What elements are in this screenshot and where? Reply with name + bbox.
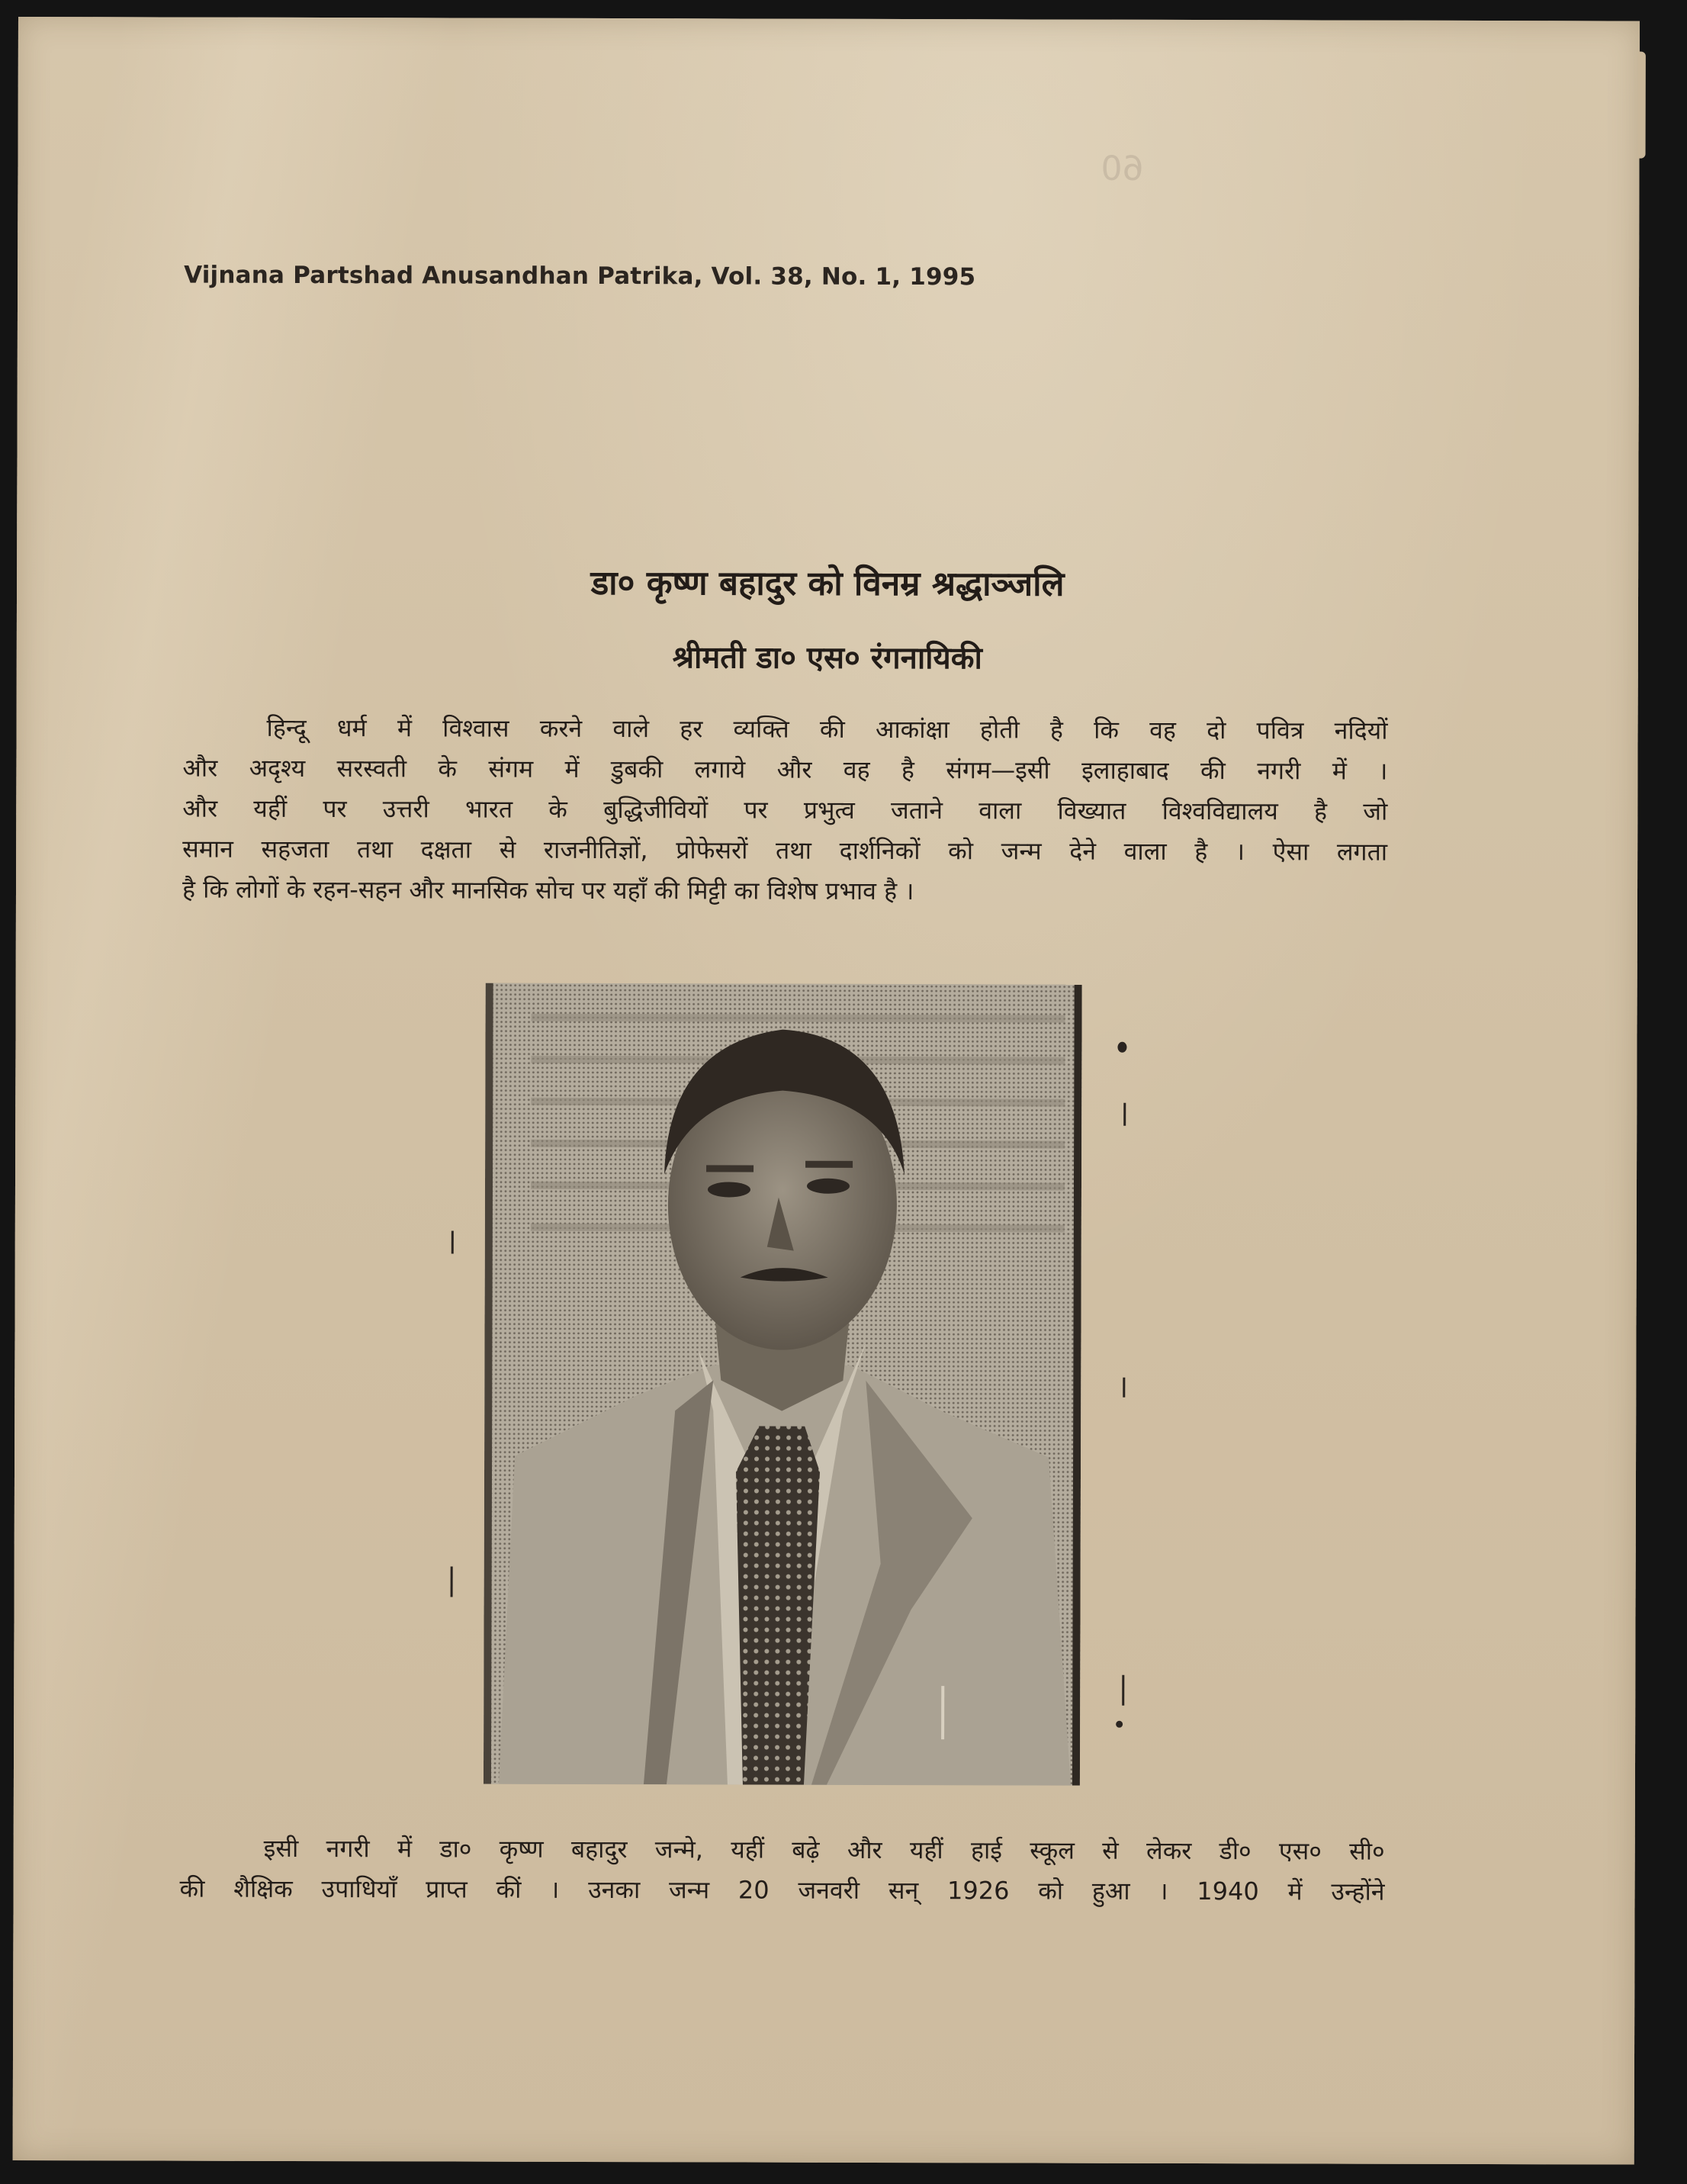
scan-mark	[1116, 1721, 1123, 1728]
journal-header: Vijnana Partshad Anusandhan Patrika, Vol. 38, No. 1, 1995	[184, 261, 976, 291]
scan-mark	[1122, 1675, 1124, 1706]
paragraph-line: और अदृश्य सरस्वती के संगम में डुबकी लगाये और वह है संगम—इसी इलाहाबाद की नगरी में ।	[182, 753, 1388, 786]
portrait-image	[484, 983, 1082, 1786]
scan-mark	[451, 1566, 453, 1597]
paragraph-line: हिन्दू धर्म में विश्वास करने वाले हर व्यक्ति की आकांक्षा होती है कि वह दो पवित्र नदियों	[266, 712, 1388, 745]
scan-mark	[1117, 1042, 1126, 1053]
scan-mark	[451, 1230, 454, 1253]
show-through-page-number: 60	[1101, 149, 1144, 188]
article-title: डा० कृष्ण बहादुर को विनम्र श्रद्धाञ्जलि	[590, 563, 1065, 604]
paragraph-line: समान सहजता तथा दक्षता से राजनीतिज्ञों, प्रोफेसरों तथा दार्शनिकों को जन्म देने वाला है । ऐसा लगता	[182, 834, 1388, 867]
document-page	[13, 17, 1640, 2165]
scan-mark	[1123, 1103, 1126, 1126]
paragraph-line: और यहीं पर उत्तरी भारत के बुद्धिजीवियों पर प्रभुत्व जताने वाला विख्यात विश्वविद्यालय है जो	[182, 793, 1388, 826]
paragraph-biography	[180, 1829, 1385, 1912]
article-author: श्रीमती डा० एस० रंगनायिकी	[672, 640, 982, 677]
paragraph-line: इसी नगरी में डा० कृष्ण बहादुर जन्मे, यहीं बढ़े और यहीं हाई स्कूल से लेकर डी० एस० सी०	[263, 1833, 1385, 1866]
scan-mark	[1123, 1378, 1125, 1398]
portrait-photo	[484, 983, 1082, 1786]
paragraph-intro	[182, 708, 1388, 913]
paragraph-line: की शैक्षिक उपाधियाँ प्राप्त कीं । उनका जन्म 20 जनवरी सन् 1926 को हुआ । 1940 में उन्होंने	[179, 1874, 1385, 1906]
paragraph-line: है कि लोगों के रहन-सहन और मानसिक सोच पर यहाँ की मिट्टी का विशेष प्रभाव है ।	[182, 874, 914, 906]
